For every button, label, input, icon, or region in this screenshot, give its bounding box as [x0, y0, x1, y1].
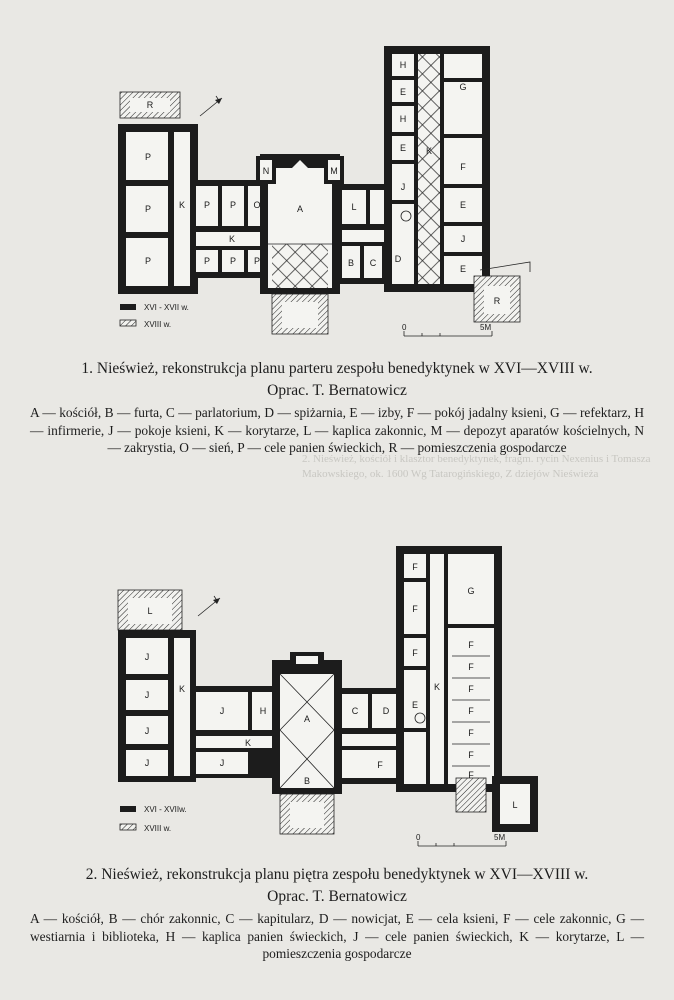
north-arrow-icon — [198, 596, 220, 616]
scale-end: 5M — [494, 833, 506, 842]
ghost-text — [302, 452, 662, 482]
figure1-caption-author: Oprac. T. Bernatowicz — [267, 382, 407, 399]
room-label: E — [459, 264, 467, 274]
upper-plan-scale-bar — [416, 833, 506, 846]
legend-label-dark: XVI - XVII w. — [144, 303, 189, 312]
scale-end: 5M — [480, 323, 492, 332]
figure2-caption-title: 2. Nieśwież, rekonstrukcja planu piętra zespołu benedyktynek w XVI—XVIII w. — [85, 866, 589, 883]
ghost-text-line2: Makowskiego, ok. 1600 Wg Tatarogińskiego, Z dziejów Nieświeża — [302, 468, 599, 480]
figure2-caption-author: Oprac. T. Bernatowicz — [267, 888, 407, 905]
floor-plan-ground-drawing — [100, 40, 580, 350]
room-label: J — [219, 706, 225, 716]
room-label: F — [468, 706, 474, 716]
room-label: F — [468, 640, 474, 650]
room-label: J — [400, 182, 406, 192]
figure1-legend-text: A — kościół, B — furta, C — parlatorium, D — spiżarnia, E — izby, F — pokój jadalny ksieni, G — refektarz, H — infirmerie, J — pokoje ksieni, K — korytarze, L — kaplica zakonnic, M — depozyt aparatów kościelnych, N — zakrystia, O — sień, P — cele panien świeckich, R — pomieszczenia gospodarcze — [30, 405, 644, 455]
room-label: F — [468, 728, 474, 738]
floor-plan-ground — [100, 40, 580, 350]
room-label: K — [433, 682, 441, 692]
room-label: J — [144, 652, 150, 662]
room-label: A — [303, 714, 311, 724]
room-label: F — [468, 770, 474, 780]
legend-label-hatch: XVIII w. — [144, 320, 172, 329]
room-label: F — [460, 162, 466, 172]
room-label: R — [146, 100, 154, 110]
room-label: F — [468, 750, 474, 760]
scale-zero: 0 — [402, 323, 407, 332]
room-label: E — [459, 200, 467, 210]
room-label: L — [351, 202, 357, 212]
room-label: P — [229, 200, 237, 210]
figure2-legend-text: A — kościół, B — chór zakonnic, C — kapitularz, D — nowicjat, E — cela ksieni, F — cele zakonnic, G — westiarnia i biblioteka, H — kaplica panien świeckich, J — cele panien świeckich, K — korytarze, L — pomieszczenia gospodarcze — [30, 911, 644, 961]
room-label: D — [394, 254, 402, 264]
figure1-caption — [30, 358, 644, 402]
room-label: P — [144, 256, 152, 266]
room-label: E — [399, 87, 407, 97]
room-label: M — [330, 166, 338, 176]
room-label: K — [178, 684, 186, 694]
room-label: J — [144, 690, 150, 700]
room-label: P — [229, 256, 237, 266]
room-label: A — [296, 204, 304, 214]
room-label: D — [382, 706, 390, 716]
room-label: K — [228, 234, 236, 244]
room-label: N — [262, 166, 270, 176]
room-label: E — [411, 700, 419, 710]
room-label: J — [219, 758, 225, 768]
room-label: K — [396, 736, 404, 746]
room-label: R — [493, 296, 501, 306]
ground-plan-scale-bar — [402, 323, 492, 336]
room-label: C — [351, 706, 359, 716]
room-label: P — [253, 256, 261, 266]
room-label: G — [459, 82, 467, 92]
legend-label-dark: XVI - XVIIw. — [144, 805, 187, 814]
room-label: J — [387, 202, 393, 212]
north-arrow-icon — [200, 96, 222, 116]
room-label: L — [512, 800, 518, 810]
room-label: F — [397, 760, 403, 770]
room-label: B — [303, 776, 311, 786]
room-label: K — [425, 146, 433, 156]
upper-plan-legend — [120, 805, 187, 833]
room-label: J — [144, 726, 150, 736]
room-label: G — [467, 586, 475, 596]
figure1-caption-title: 1. Nieśwież, rekonstrukcja planu parteru zespołu benedyktynek w XVI—XVIII w. — [81, 360, 593, 377]
legend-swatch-hatch — [120, 320, 136, 326]
room-label: O — [253, 200, 261, 210]
room-label: H — [259, 706, 267, 716]
room-label: H — [399, 114, 407, 124]
room-label: P — [144, 204, 152, 214]
room-label: F — [412, 562, 418, 572]
room-label: F — [468, 684, 474, 694]
ghost-text-line1: 2. Nieśwież, kościół i klasztor benedyktynek, fragm. rycin Nexenius i Tomasza — [302, 453, 651, 465]
legend-swatch-dark — [120, 304, 136, 310]
room-label: E — [399, 143, 407, 153]
legend-swatch-hatch — [120, 824, 136, 830]
legend-swatch-dark — [120, 806, 136, 812]
room-label: K — [244, 738, 252, 748]
room-label: C — [369, 258, 377, 268]
room-label: P — [203, 200, 211, 210]
room-label: B — [347, 258, 355, 268]
room-label: F — [412, 648, 418, 658]
room-label: L — [147, 606, 153, 616]
room-label: K — [178, 200, 186, 210]
ground-plan-legend — [120, 303, 189, 329]
floor-plan-upper — [100, 540, 580, 860]
room-label: F — [412, 604, 418, 614]
room-label: J — [144, 758, 150, 768]
figure2-caption — [30, 864, 644, 908]
legend-label-hatch: XVIII w. — [144, 824, 172, 833]
room-label: P — [203, 256, 211, 266]
room-label: H — [399, 60, 407, 70]
scale-zero: 0 — [416, 833, 421, 842]
floor-plan-upper-drawing — [100, 540, 580, 860]
room-label: F — [377, 760, 383, 770]
room-label: F — [468, 662, 474, 672]
room-label: J — [460, 234, 466, 244]
room-label: P — [144, 152, 152, 162]
